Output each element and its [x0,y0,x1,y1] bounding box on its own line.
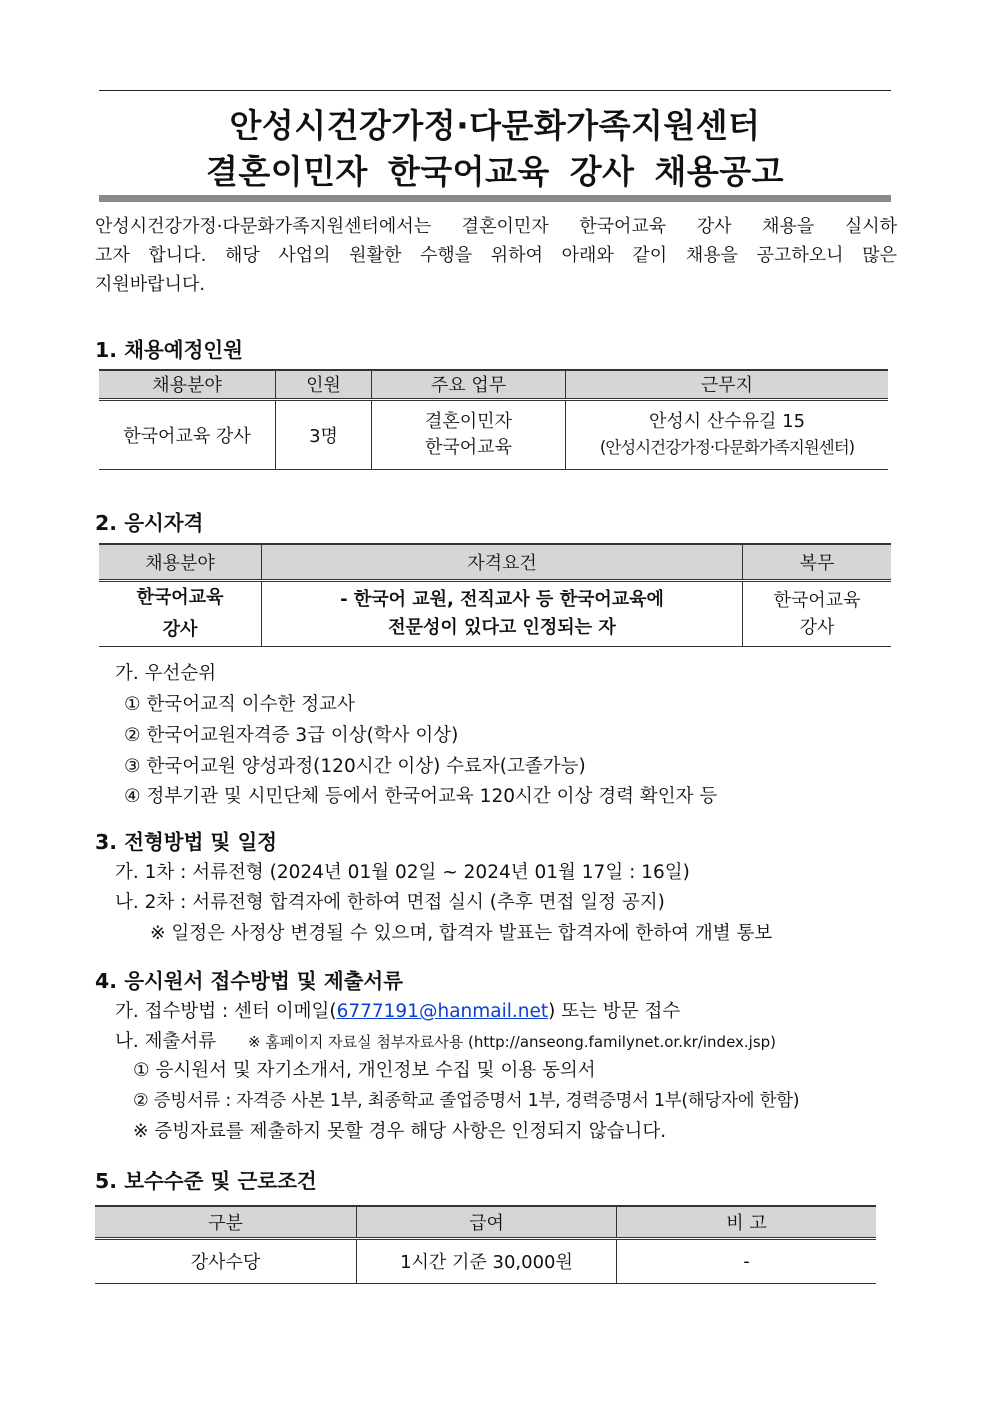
documents-label: 나. 제출서류 [115,1031,217,1052]
staffing-header-duty: 주요 업무 [372,370,566,399]
documents-note: ※ 홈페이지 자료실 첨부자료사용 (http://anseong.familynet.or.kr/index.jsp) [248,1033,777,1051]
qualification-duty-line1: 한국어교육 [773,589,861,611]
compensation-kind-cell: 강사수당 [95,1238,357,1283]
intro-line-3: 지원바랍니다. [95,274,206,295]
section1-heading: 1. 채용예정인원 [95,338,244,362]
screening-step-1: 가. 1차 : 서류전형 (2024년 01월 02일 ~ 2024년 01월 17일 : 16일) [115,862,690,883]
qualification-duty-cell [743,580,892,646]
staffing-duty-line1: 결혼이민자 [425,410,512,432]
compensation-header-kind: 구분 [95,1206,357,1238]
staffing-duty-line2: 한국어교육 [425,436,512,458]
priority-title: 가. 우선순위 [115,663,217,684]
section4-heading: 4. 응시원서 접수방법 및 제출서류 [95,969,404,993]
qualification-header-requirement: 자격요건 [262,544,743,580]
document-item-2: ② 증빙서류 : 자격증 사본 1부, 최종학교 졸업증명서 1부, 경력증명서 1부(해당자에 한함) [133,1091,800,1111]
compensation-header-pay: 급여 [357,1206,617,1238]
priority-item-3: ③ 한국어교원 양성과정(120시간 이상) 수료자(고졸가능) [124,756,586,777]
application-method [115,997,680,1023]
qualification-field-line1: 한국어교육 [136,586,224,608]
qualification-duty-line2: 강사 [799,616,835,638]
section2-heading: 2. 응시자격 [95,511,204,535]
staffing-header-place: 근무지 [566,370,889,399]
page-title-line2: 결혼이민자 한국어교육 강사 채용공고 [205,152,784,191]
staffing-place-line2: (안성시건강가정·다문화가족지원센터) [599,437,855,457]
compensation-note-cell: - [617,1238,877,1283]
intro-line-1: 안성시건강가정·다문화가족지원센터에서는 결혼이민자 한국어교육 강사 채용을 실시하 [95,216,897,237]
document-item-1: ① 응시원서 및 자기소개서, 개인정보 수집 및 이용 동의서 [133,1060,596,1081]
staffing-field-cell: 한국어교육 강사 [99,399,276,469]
staffing-header-count: 인원 [276,370,372,399]
qualification-requirement-line2: 전문성이 있다고 인정되는 자 [388,616,616,638]
application-method-suffix: ) 또는 방문 접수 [548,1001,681,1022]
staffing-place-line1: 안성시 산수유길 15 [648,410,806,432]
section3-heading: 3. 전형방법 및 일정 [95,830,278,854]
qualification-field-line2: 강사 [162,618,198,640]
staffing-place-cell [566,399,889,469]
qualification-field-cell [99,580,262,646]
compensation-pay-cell: 1시간 기준 30,000원 [357,1238,617,1283]
intro-paragraph [95,212,897,299]
priority-item-2: ② 한국어교원자격증 3급 이상(학사 이상) [124,725,459,746]
staffing-duty-cell [372,399,566,469]
compensation-table [95,1205,876,1284]
priority-item-4: ④ 정부기관 및 시민단체 등에서 한국어교육 120시간 이상 경력 확인자 등 [124,786,718,807]
staffing-header-field: 채용분야 [99,370,276,399]
qualification-requirement-cell [262,580,743,646]
page-title-line1: 안성시건강가정·다문화가족지원센터 [229,106,761,145]
qualification-header-duty: 복무 [743,544,892,580]
staffing-table [99,369,888,470]
section5-heading: 5. 보수수준 및 근로조건 [95,1169,317,1193]
documents-line [115,1027,776,1053]
center-email-link[interactable]: 6777191@hanmail.net [336,1001,549,1022]
qualification-requirement-line1: - 한국어 교원, 전직교사 등 한국어교육에 [340,588,664,610]
title-bottom-rule [99,195,891,202]
title-top-rule [99,90,891,91]
qualification-table [99,543,891,647]
application-method-prefix: 가. 접수방법 : 센터 이메일( [115,1001,337,1022]
priority-item-1: ① 한국어교직 이수한 정교사 [124,694,355,715]
staffing-count-cell: 3명 [276,399,372,469]
documents-warning: ※ 증빙자료를 제출하지 못할 경우 해당 사항은 인정되지 않습니다. [133,1121,667,1142]
schedule-note: ※ 일정은 사정상 변경될 수 있으며, 합격자 발표는 합격자에 한하여 개별 통보 [150,923,773,944]
qualification-header-field: 채용분야 [99,544,262,580]
intro-line-2: 고자 합니다. 해당 사업의 원활한 수행을 위하여 아래와 같이 채용을 공고하오니 많은 [95,245,897,266]
compensation-header-note: 비 고 [617,1206,877,1238]
screening-step-2: 나. 2차 : 서류전형 합격자에 한하여 면접 실시 (추후 면접 일정 공지) [115,892,665,913]
